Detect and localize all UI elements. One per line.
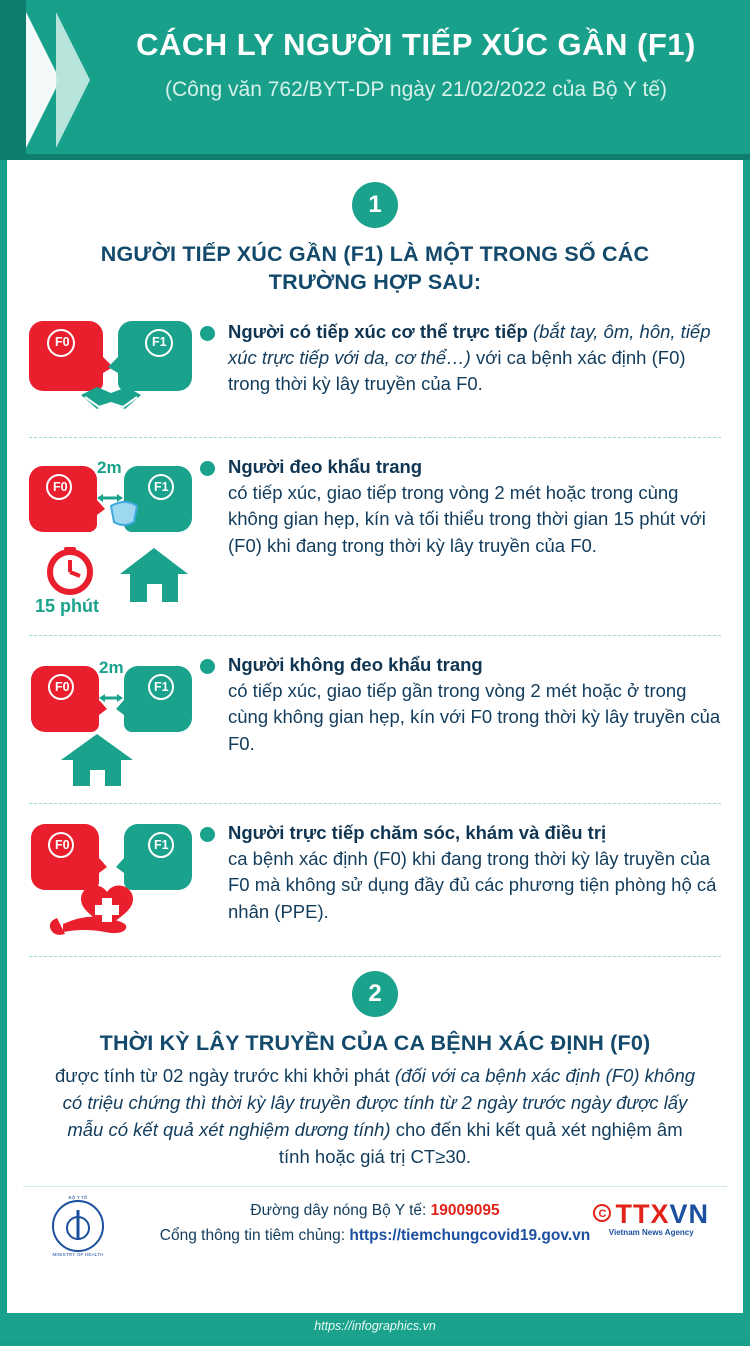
section-2 [23,957,727,1175]
item-title: Người đeo khẩu trang [228,455,423,477]
item-italic: (bắt tay, ôm, hôn, tiếp xúc trực tiếp với da, cơ thể…) [228,320,711,369]
item-text [198,814,727,925]
list-item [23,303,727,437]
item-title: Người trực tiếp chăm sóc, khám và điều trị [228,821,607,843]
source-url-bar [0,1313,750,1339]
item-text [198,448,727,559]
agency-name: TTXVN [615,1199,709,1230]
list-item [23,636,727,803]
bullet-icon [200,326,215,341]
hotline-value: 19009095 [430,1202,500,1220]
agency-subtitle: Vietnam News Agency [608,1228,694,1238]
bullet-icon [200,827,215,842]
item-rest: có tiếp xúc, giao tiếp trong vòng 2 mét hoặc trong cùng không gian hẹp, kín và tối thiểu trong thời gian 15 phút với (F0) khi đang trong thời kỳ lây truyền của F0. [228,482,706,556]
footer [23,1186,727,1270]
ministry-logo [45,1195,111,1257]
item-text [198,313,727,398]
section-2-heading: THỜI KỲ LÂY TRUYỀN CỦA CA BỆNH XÁC ĐỊNH (F0) [99,1030,651,1055]
item-title: Người không đeo khẩu trang [228,653,483,675]
page-subtitle: (Công văn 762/BYT-DP ngày 21/02/2022 của Bộ Y tế) [164,78,667,102]
handshake-illustration-svg [23,313,198,425]
section-1-number: 1 [352,182,398,228]
portal-link[interactable]: https://tiemchungcovid19.gov.vn [349,1227,591,1245]
section-2-number: 2 [352,971,398,1017]
section-2-text-1: được tính từ 02 ngày trước khi khởi phát [54,1065,395,1087]
distance-label: 2m [97,457,122,477]
chevron-decoration-1 [26,12,60,148]
list-item [23,438,727,635]
section-1-badge-wrap [23,182,727,228]
label-f1: F1 [154,479,169,494]
duration-label: 15 phút [35,595,100,616]
label-f0: F0 [53,479,68,494]
label-f0: F0 [55,837,70,852]
chevron-decoration-2 [56,12,90,148]
header [0,0,750,160]
seal-bottom-text: MINISTRY OF HEALTH [52,1252,104,1258]
item-text [198,646,727,757]
bullet-icon [200,659,215,674]
list-item [23,804,727,956]
bottom-rule [0,1339,750,1346]
label-f0: F0 [55,334,70,349]
label-f0: F0 [55,679,70,694]
section-1-heading: NGƯỜI TIẾP XÚC GẦN (F1) LÀ MỘT TRONG SỐ CÁC TRƯỜNG HỢP SAU: [100,242,650,295]
page-title: CÁCH LY NGƯỜI TIẾP XÚC GẦN (F1) [136,27,696,62]
header-text-block [100,26,732,103]
copyright-icon: C [593,1204,611,1222]
illustration-no-mask-distance [23,646,198,791]
hotline-label: Đường dây nóng Bộ Y tế: [250,1202,431,1220]
label-f1: F1 [154,679,169,694]
item-rest: với ca bệnh xác định (F0) trong thời kỳ lây truyền của F0. [228,347,686,395]
section-2-text-2: cho đến khi kết quả xét nghiệm âm tính hoặc giá trị CT≥30. [278,1118,683,1167]
label-f1: F1 [154,837,169,852]
source-url[interactable]: https://infographics.vn [314,1319,436,1333]
seal-icon [52,1200,104,1252]
item-title: Người có tiếp xúc cơ thể trực tiếp [228,320,528,342]
agency-name-vn: VN [669,1199,709,1230]
content-inner [7,160,743,1270]
label-f1: F1 [152,334,167,349]
item-rest: có tiếp xúc, giao tiếp gần trong vòng 2 mét hoặc ở trong cùng không gian hẹp, kín với F0 trong thời kỳ lây truyền của F0. [228,680,721,754]
illustration-mask-distance [23,448,198,623]
agency-logo [593,1199,709,1237]
item-rest: ca bệnh xác định (F0) khi đang trong thời kỳ lây truyền của F0 mà không sử dụng đầy đủ các phương tiện phòng hộ cá nhân (PPE). [228,848,717,922]
illustration-handshake [23,313,198,425]
portal-label: Cổng thông tin tiêm chủng: [159,1227,350,1245]
section-2-text-italic: (đối với ca bệnh xác định (F0) không có triệu chứng thì thời kỳ lây truyền được tính từ 2 ngày trước ngày được lấy mẫu có kết quả xét nghiệm dương tính) [62,1065,696,1140]
section-2-badge-wrap [33,971,717,1017]
header-side-bar [0,0,26,160]
seal-top-text: BỘ Y TẾ [68,1195,88,1201]
illustration-care [23,814,198,944]
distance-label: 2m [99,657,124,677]
bullet-icon [200,461,215,476]
section-2-body [51,1063,699,1170]
care-illustration-svg [23,814,198,944]
content-frame [0,160,750,1313]
